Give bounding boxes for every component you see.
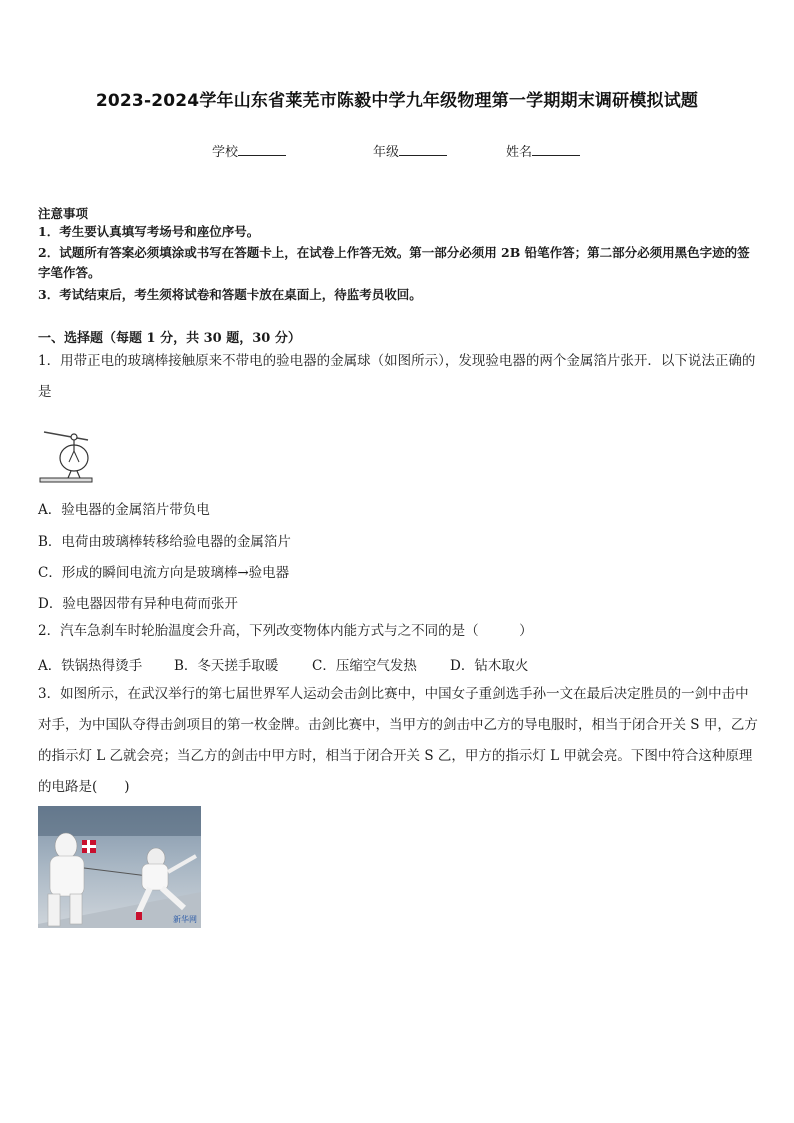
exam-title: 2023-2024学年山东省莱芜市陈毅中学九年级物理第一学期期末调研模拟试题 bbox=[95, 91, 699, 111]
school-label: 学校 bbox=[212, 145, 239, 160]
name-label: 姓名 bbox=[506, 145, 533, 160]
name-field bbox=[506, 141, 580, 160]
q2-option-d: D．钻木取火 bbox=[450, 658, 529, 674]
q2-option-a: A．铁锅热得烫手 bbox=[38, 658, 143, 674]
photo-watermark: 新华网 bbox=[173, 915, 197, 924]
q1-option-c: C．形成的瞬间电流方向是玻璃棒→验电器 bbox=[38, 565, 290, 581]
name-blank[interactable] bbox=[532, 143, 580, 156]
q1-option-a: A．验电器的金属箔片带负电 bbox=[38, 502, 210, 518]
q2-option-c: C．压缩空气发热 bbox=[312, 658, 417, 674]
notice-item: 1．考生要认真填写考场号和座位序号。 bbox=[38, 224, 260, 239]
q2-option-b: B．冬天搓手取暖 bbox=[174, 658, 279, 674]
notice-item: 3．考试结束后，考生须将试卷和答题卡放在桌面上，待监考员收回。 bbox=[38, 287, 422, 302]
school-field bbox=[212, 141, 286, 160]
question-3-stem: 3．如图所示，在武汉举行的第七届世界军人运动会击剑比赛中，中国女子重剑选手孙一文在最后决定胜员的一剑中击中对手，为中国队夺得击剑项目的第一枚金牌。击剑比赛中，当甲方的剑击中乙方的导电服时，相当于闭合开关 S 甲，乙方的指示灯 L 乙就会亮；当乙方的剑击中甲方时，相当于闭合开关 S 乙，甲方的指示灯 L 甲就会亮。下图中符合这种原理的电路是( ) bbox=[38, 686, 758, 795]
q1-option-b: B．电荷由玻璃棒转移给验电器的金属箔片 bbox=[38, 534, 291, 550]
grade-field bbox=[373, 141, 447, 160]
question-1-stem: 1．用带正电的玻璃棒接触原来不带电的验电器的金属球（如图所示），发现验电器的两个金属箔片张开．以下说法正确的是 bbox=[38, 353, 756, 400]
q2-options-row bbox=[38, 654, 528, 674]
notice-heading: 注意事项 bbox=[38, 206, 89, 221]
question-2-stem: 2．汽车急刹车时轮胎温度会升高，下列改变物体内能方式与之不同的是（ ） bbox=[38, 623, 533, 639]
notice-item: 2．试题所有答案必须填涂或书写在答题卡上，在试卷上作答无效。第一部分必须用 2B 铅笔作答；第二部分必须用黑色字迹的签字笔作答。 bbox=[38, 245, 750, 280]
grade-blank[interactable] bbox=[399, 143, 447, 156]
school-blank[interactable] bbox=[238, 143, 286, 156]
fencing-photo bbox=[38, 806, 201, 928]
grade-label: 年级 bbox=[373, 145, 400, 160]
q1-option-d: D．验电器因带有异种电荷而张开 bbox=[38, 596, 238, 612]
section-heading: 一、选择题（每题 1 分，共 30 题，30 分） bbox=[38, 331, 301, 346]
electroscope-figure bbox=[38, 418, 94, 484]
